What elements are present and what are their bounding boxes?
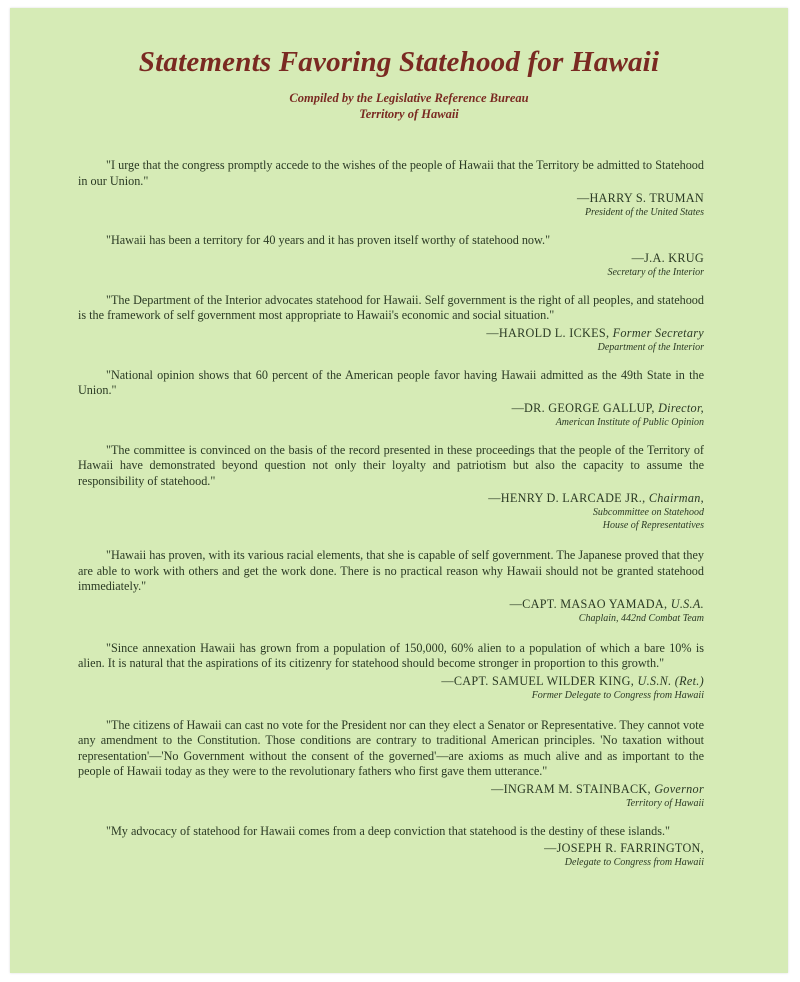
attribution-name: —INGRAM M. STAINBACK, — [491, 781, 651, 796]
attribution-role: President of the United States — [584, 207, 704, 218]
attribution-name-line — [78, 251, 704, 266]
quote-text: "Since annexation Hawaii has grown from a population of 150,000, 60% alien to a population of which a bare 10% is alien. It is natural that the aspirations of its citizenry for statehood should become stronger in proportion to this growth." — [78, 640, 704, 670]
attribution-name: —HARRY S. TRUMAN — [576, 191, 704, 205]
quote-attribution — [78, 491, 704, 532]
attribution-title: Chairman, — [648, 491, 704, 505]
attribution-name: —JOSEPH R. FARRINGTON, — [544, 841, 704, 855]
attribution-name-line — [78, 491, 704, 506]
quote-attribution — [78, 191, 704, 219]
attribution-title: U.S.A. — [670, 596, 704, 611]
attribution-role: House of Representatives — [602, 520, 704, 531]
attribution-name-line — [78, 191, 704, 206]
attribution-role: Chaplain, 442nd Combat Team — [578, 612, 704, 624]
attribution-role: Subcommittee on Statehood — [592, 507, 704, 518]
quote-attribution — [78, 674, 704, 702]
quote-text: "Hawaii has been a territory for 40 years and it has proven itself worthy of statehood now." — [106, 233, 551, 247]
attribution-name-line — [78, 841, 704, 856]
quote-attribution — [78, 251, 704, 279]
attribution-name: —DR. GEORGE GALLUP, — [511, 400, 655, 415]
quote-text: "The Department of the Interior advocates statehood for Hawaii. Self government is the right of all peoples, and statehood is the framework of self government most appropriate to Hawaii's economic and social situation." — [78, 292, 704, 322]
page-subtitle — [10, 90, 788, 122]
attribution-name: —CAPT. MASAO YAMADA, — [509, 596, 668, 611]
quote-block — [78, 293, 704, 354]
attribution-role: American Institute of Public Opinion — [555, 416, 704, 428]
attribution-role: Former Delegate to Congress from Hawaii — [531, 689, 704, 701]
attribution-name: —J.A. KRUG — [631, 250, 704, 265]
quote-text: "Hawaii has proven, with its various racial elements, that she is capable of self government. The Japanese proved that they are able to work with others and get the work done. There is no practical reason why Hawaii should not be granted statehood immediately." — [78, 548, 704, 593]
quote-text: "My advocacy of statehood for Hawaii comes from a deep conviction that statehood is the destiny of these islands." — [106, 823, 670, 838]
attribution-title: Governor — [654, 781, 704, 796]
quote-text: "National opinion shows that 60 percent of the American people favor having Hawaii admitted as the 49th State in the Union." — [78, 367, 704, 397]
page-title: Statements Favoring Statehood for Hawaii — [138, 46, 660, 78]
attribution-name-line — [78, 326, 704, 341]
subtitle-territory: Territory of Hawaii — [359, 107, 459, 121]
attribution-role: Secretary of the Interior — [607, 266, 704, 278]
attribution-role: Territory of Hawaii — [626, 797, 704, 809]
attribution-name-line — [78, 401, 704, 416]
quotes-list — [78, 158, 704, 869]
quote-attribution — [78, 326, 704, 354]
attribution-title: U.S.N. (Ret.) — [637, 673, 704, 688]
quote-block — [78, 718, 704, 810]
quote-attribution — [78, 782, 704, 810]
quote-attribution — [78, 841, 704, 869]
quote-text: "The citizens of Hawaii can cast no vote for the President nor can they elect a Senator or Representative. They cannot vote any amendment to the Constitution. Those conditions are contrary to traditional American principles. 'No taxation without representation'—'No Government without the consent of the governed'—are axioms as much alive and as important to the people of Hawaii today as they were to the revolutionary fathers who first gave them utterance." — [78, 717, 704, 778]
quote-attribution — [78, 597, 704, 625]
attribution-role: Department of the Interior — [597, 341, 704, 353]
quote-block — [78, 443, 704, 533]
quote-attribution — [78, 401, 704, 429]
quote-block — [78, 641, 704, 702]
attribution-title: Former Secretary — [612, 325, 704, 340]
quote-text: "The committee is convinced on the basis of the record presented in these proceedings that the people of the Territory of Hawaii have demonstrated beyond question not only their loyalty and patriotism but also the capacity to assume the responsibility of statehood." — [78, 442, 704, 488]
attribution-name-line — [78, 782, 704, 797]
attribution-name-line — [78, 597, 704, 612]
document-page — [10, 8, 788, 973]
quote-block — [78, 158, 704, 219]
quote-text: "I urge that the congress promptly accede to the wishes of the people of Hawaii that the Territory be admitted to Statehood in our Union." — [78, 158, 704, 188]
attribution-name: —CAPT. SAMUEL WILDER KING, — [441, 673, 635, 688]
attribution-role: Delegate to Congress from Hawaii — [564, 857, 704, 868]
attribution-name: —HAROLD L. ICKES, — [486, 325, 610, 340]
quote-block — [78, 548, 704, 625]
quote-block — [78, 368, 704, 429]
attribution-title: Director, — [658, 400, 704, 415]
quote-block — [78, 824, 704, 870]
subtitle-compiler: Compiled by the Legislative Reference Bureau — [289, 91, 529, 105]
attribution-name: —HENRY D. LARCADE JR., — [488, 491, 646, 505]
quote-block — [78, 233, 704, 279]
attribution-name-line — [78, 674, 704, 689]
